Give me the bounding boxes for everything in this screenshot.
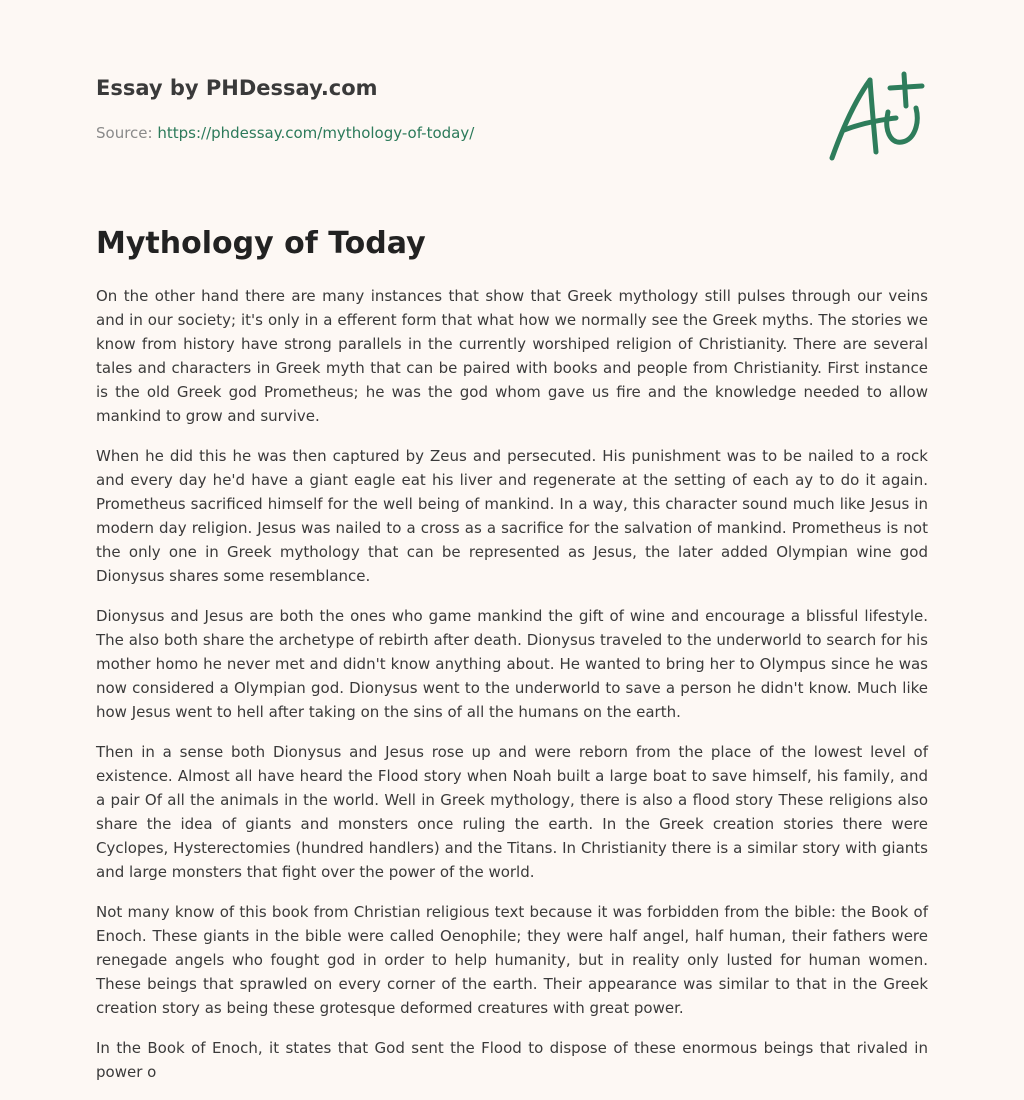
source-line: [96, 124, 474, 142]
essay-paragraph: In the Book of Enoch, it states that God sent the Flood to dispose of these enormous beings that rivaled in power o: [96, 1039, 928, 1081]
essay-paragraph: When he did this he was then captured by Zeus and persecuted. His punishment was to be nailed to a rock and every day he'd have a giant eagle eat his liver and regenerate at the setting of each ay to do it again. Prometheus sacrificed himself for the well being of mankind. In a way, this character sound much like Jesus in modern day religion. Jesus was nailed to a cross as a sacrifice for the salvation of mankind. Prometheus is not the only one in Greek mythology that can be represented as Jesus, the later added Olympian wine god Dionysus shares some resemblance.: [96, 447, 928, 585]
essay-body: [96, 284, 928, 1100]
a-plus-logo-icon: [826, 68, 926, 164]
essay-paragraph: Then in a sense both Dionysus and Jesus rose up and were reborn from the place of the lowest level of existence. Almost all have heard the Flood story when Noah built a large boat to save himself, his family, and a pair Of all the animals in the world. Well in Greek mythology, there is also a flood story These religions also share the idea of giants and monsters once ruling the earth. In the Greek creation stories there were Cyclopes, Hysterectomies (hundred handlers) and the Titans. In Christianity there is a similar story with giants and large monsters that fight over the power of the world.: [96, 743, 928, 881]
essay-paragraph: Dionysus and Jesus are both the ones who game mankind the gift of wine and encourage a blissful lifestyle. The also both share the archetype of rebirth after death. Dionysus traveled to the underworld to search for his mother homo he never met and didn't know anything about. He wanted to bring her to Olympus since he was now considered a Olympian god. Dionysus went to the underworld to save a person he didn't know. Much like how Jesus went to hell after taking on the sins of all the humans on the earth.: [96, 607, 928, 721]
source-link[interactable]: https://phdessay.com/mythology-of-today/: [157, 124, 475, 142]
essay-title: Mythology of Today: [96, 226, 426, 261]
essay-paragraph: On the other hand there are many instances that show that Greek mythology still pulses through our veins and in our society; it's only in a efferent form that what how we normally see the Greek myths. The stories we know from history have strong parallels in the currently worshiped religion of Christianity. There are several tales and characters in Greek myth that can be paired with books and people from Christianity. First instance is the old Greek god Prometheus; he was the god whom gave us fire and the knowledge needed to allow mankind to grow and survive.: [96, 287, 928, 425]
brand-title: Essay by PHDessay.com: [96, 76, 378, 100]
source-label: Source:: [96, 124, 153, 142]
essay-paragraph: Not many know of this book from Christian religious text because it was forbidden from the bible: the Book of Enoch. These giants in the bible were called Oenophile; they were half angel, half human, their fathers were renegade angels who fought god in order to help humanity, but in reality only lusted for human women. These beings that sprawled on every corner of the earth. Their appearance was similar to that in the Greek creation story as being these grotesque deformed creatures with great power.: [96, 903, 928, 1017]
